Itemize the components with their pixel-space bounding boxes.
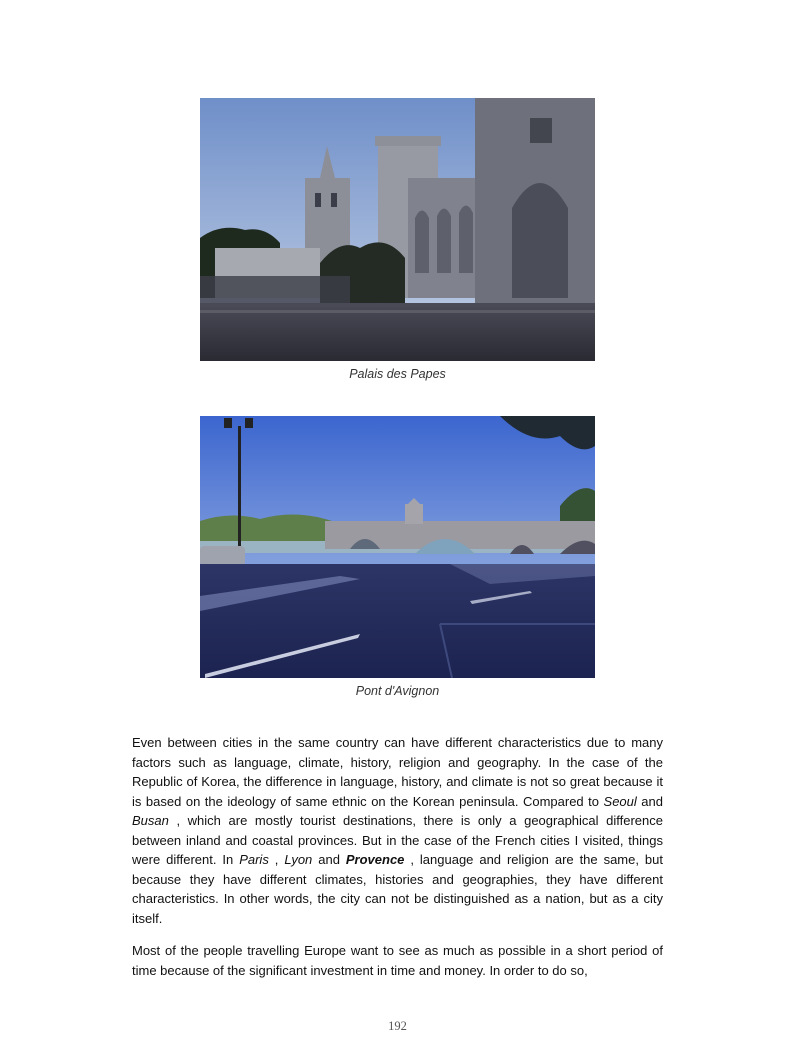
text-run: , language and religion are the same, but because they have different climates, histories and geographies, they have different characteristics. In other words, the city can not be distinguished as a nation, but as a city itself. (132, 852, 663, 926)
page-number: 192 (388, 1019, 407, 1033)
figure-caption-palais: Palais des Papes (349, 367, 446, 381)
text-run: and (636, 793, 663, 809)
body-paragraph-2: Most of the people travelling Europe want to see as much as possible in a short period of time because of the significant investment in time and money. In order to do so, (132, 943, 663, 978)
city-paris: Paris (239, 852, 269, 867)
text-run: , (268, 852, 285, 867)
text-run: Even between cities in the same country can have different characteristics due to many factors such as language, climate, history, religion and geography. In the case of the Republic of Korea, the difference in language, history, and climate is not so great because it is based on the ideology of same ethnic on the Korean peninsula. Compared to (132, 735, 663, 809)
body-paragraph-1 (132, 733, 663, 928)
figure-caption-pont: Pont d'Avignon (355, 684, 440, 698)
city-seoul: Seoul (603, 793, 637, 809)
city-busan: Busan (132, 813, 169, 828)
text-run: and (312, 852, 346, 867)
palais-des-papes-photo (200, 98, 595, 361)
text-run: , which are mostly tourist destinations, there is only a geographical difference between inland and coastal provinces. But in the case of the French cities I visited, things were different. In (132, 813, 663, 867)
city-lyon: Lyon (284, 852, 313, 867)
pont-d-avignon-photo (200, 416, 595, 678)
region-provence: Provence (345, 852, 405, 867)
